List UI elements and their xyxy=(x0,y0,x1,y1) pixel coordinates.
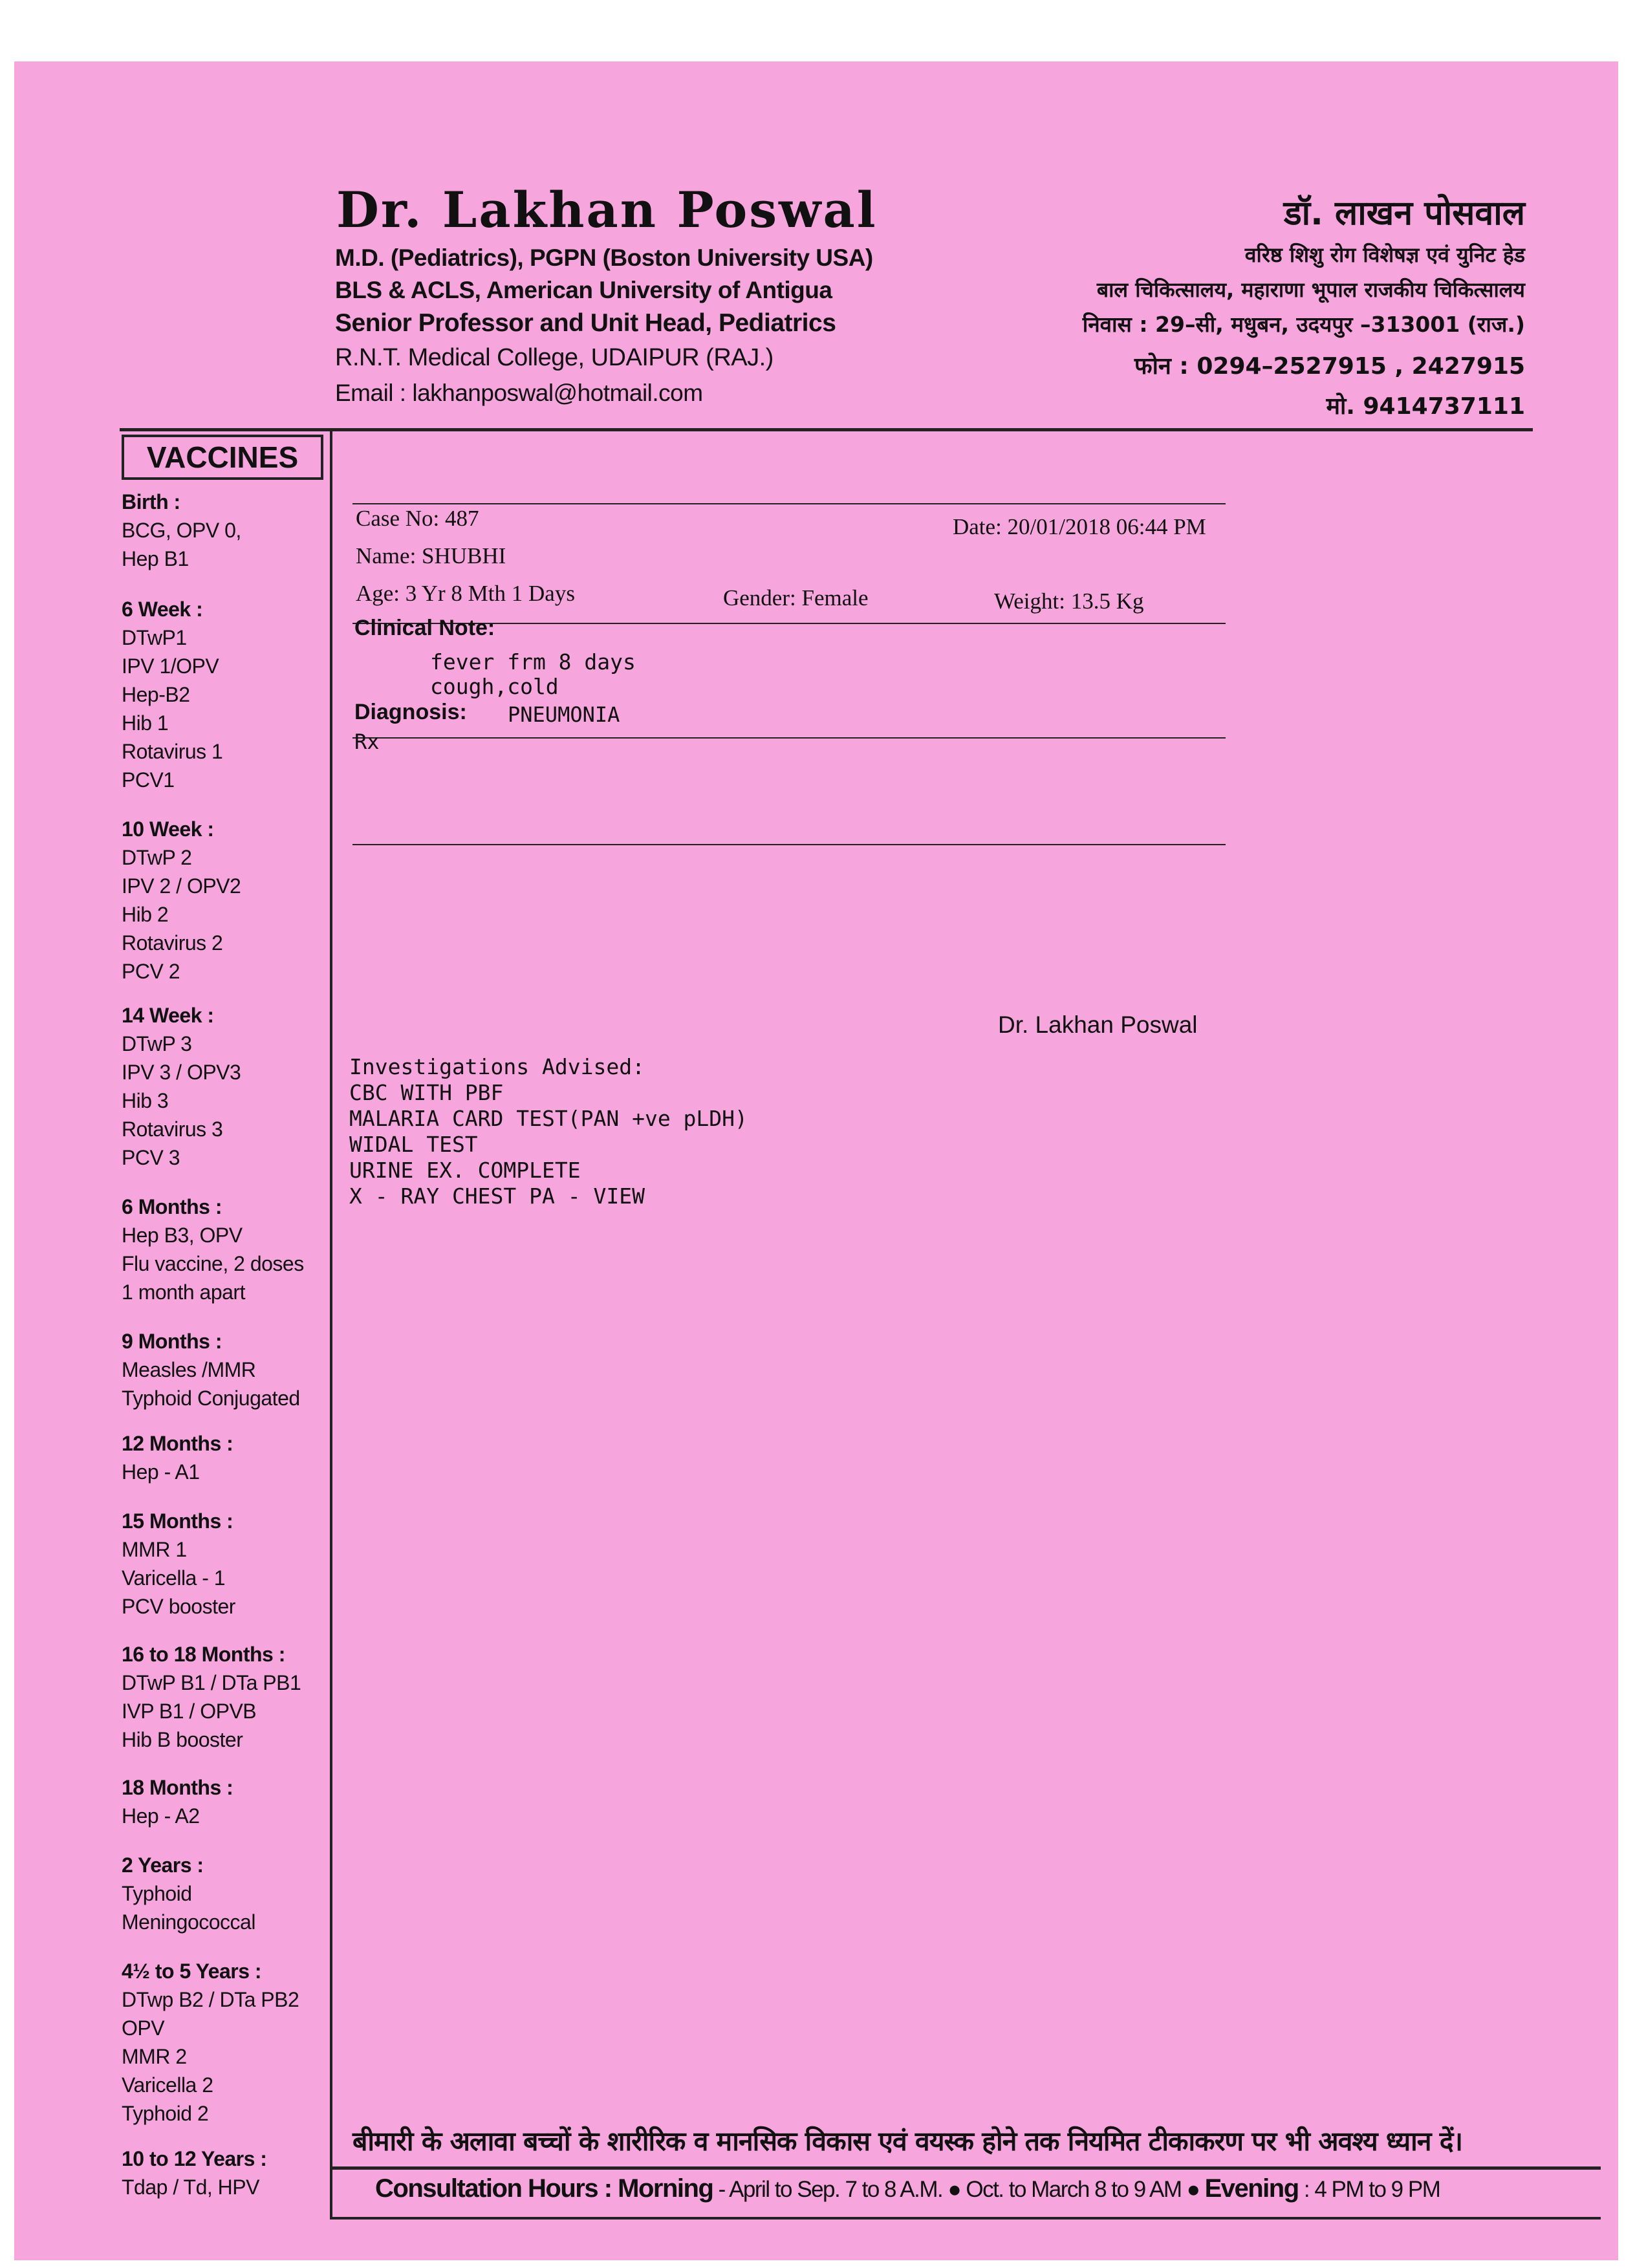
investigations-block xyxy=(349,1054,748,1209)
vaccine-item: DTwP 3 xyxy=(122,1032,192,1055)
vaccine-item: Hib 3 xyxy=(122,1089,169,1112)
vaccine-item: Rotavirus 2 xyxy=(122,931,223,955)
patient-age: Age: 3 Yr 8 Mth 1 Days xyxy=(356,581,575,606)
investigation-item: URINE EX. COMPLETE xyxy=(349,1158,581,1183)
vaccine-group-16-18-months xyxy=(122,1640,329,1754)
morning-hours: - April to Sep. 7 to 8 A.M. ● Oct. to March 8 to 9 AM ● xyxy=(713,2177,1205,2202)
vaccine-heading: 6 Months : xyxy=(122,1195,222,1218)
hindi-phone: फोन : 0294–2527915 , 2427915 xyxy=(1134,353,1525,380)
vaccine-group-15-months xyxy=(122,1507,329,1621)
evening-label: Evening xyxy=(1204,2174,1299,2203)
vaccine-group-6-week xyxy=(122,595,329,794)
vaccines-title: VACCINES xyxy=(122,435,323,480)
case-number: Case No: 487 xyxy=(356,506,479,531)
vaccine-item: Hep-B2 xyxy=(122,683,190,706)
investigation-item: WIDAL TEST xyxy=(349,1132,478,1157)
vaccine-item: Typhoid Conjugated xyxy=(122,1387,300,1410)
vaccine-item: Varicella 2 xyxy=(122,2073,213,2097)
vaccine-item: 1 month apart xyxy=(122,1280,245,1304)
investigation-item: MALARIA CARD TEST(PAN +ve pLDH) xyxy=(349,1106,748,1131)
vaccine-item: Hib B booster xyxy=(122,1728,243,1751)
vaccine-item: IPV 2 / OPV2 xyxy=(122,874,241,898)
vaccine-item: PCV 3 xyxy=(122,1146,180,1169)
hindi-hospital: बाल चिकित्सालय, महाराणा भूपाल राजकीय चिकित्सालय xyxy=(1096,277,1525,302)
email-line: Email : lakhanposwal@hotmail.com xyxy=(335,380,703,406)
vaccine-item: Hep B1 xyxy=(122,547,189,570)
diagnosis-value: PNEUMONIA xyxy=(508,702,620,727)
vaccine-heading: 18 Months : xyxy=(122,1776,233,1799)
hindi-mobile: मो. 9414737111 xyxy=(1326,393,1525,420)
vaccine-heading: 10 to 12 Years : xyxy=(122,2147,267,2170)
vaccine-group-10-12-years xyxy=(122,2144,329,2201)
evening-hours: : 4 PM to 9 PM xyxy=(1298,2177,1440,2202)
vaccine-item: Flu vaccine, 2 doses xyxy=(122,1252,304,1275)
vaccine-item: BCG, OPV 0, xyxy=(122,519,241,542)
doctor-name: Dr. Lakhan Poswal xyxy=(336,181,878,239)
vaccine-item: Hib 2 xyxy=(122,903,169,926)
hindi-address: निवास : 29–सी, मधुबन, उदयपुर –313001 (राज.) xyxy=(1082,312,1525,337)
clinical-note-label: Clinical Note: xyxy=(354,616,495,640)
consultation-label: Consultation Hours : xyxy=(375,2174,612,2203)
vaccine-heading: 6 Week : xyxy=(122,598,203,621)
vaccine-group-18-months xyxy=(122,1773,329,1830)
vaccine-item: PCV 2 xyxy=(122,960,180,983)
vaccine-group-10-week xyxy=(122,815,329,986)
vaccine-item: Hib 1 xyxy=(122,711,169,735)
patient-weight: Weight: 13.5 Kg xyxy=(994,589,1144,614)
doctor-name-hindi: डॉ. लाखन पोसवाल xyxy=(1283,194,1525,233)
diagnosis-rule xyxy=(352,737,1226,739)
vaccine-item: Meningococcal xyxy=(122,1910,255,1934)
vaccine-item: OPV xyxy=(122,2016,165,2040)
investigation-item: X - RAY CHEST PA - VIEW xyxy=(349,1183,645,1209)
vaccine-item: Varicella - 1 xyxy=(122,1566,226,1590)
vaccine-heading: 16 to 18 Months : xyxy=(122,1643,285,1666)
vaccine-heading: 9 Months : xyxy=(122,1330,222,1353)
vaccine-heading: 14 Week : xyxy=(122,1004,214,1027)
vaccine-item: MMR 1 xyxy=(122,1538,187,1561)
vaccine-item: DTwP1 xyxy=(122,626,187,649)
vaccine-item: Typhoid 2 xyxy=(122,2102,209,2125)
vaccine-heading: 15 Months : xyxy=(122,1509,233,1533)
vaccine-group-12-months xyxy=(122,1429,329,1486)
vaccine-item: Hep - A2 xyxy=(122,1804,200,1828)
certification-line: BLS & ACLS, American University of Antigua xyxy=(335,277,832,303)
clinical-note-1: fever frm 8 days xyxy=(430,649,636,675)
consultation-hours xyxy=(375,2174,1440,2203)
footer-bottom-rule xyxy=(330,2217,1601,2219)
vaccine-heading: Birth : xyxy=(122,490,180,513)
footer-rule xyxy=(330,2166,1601,2170)
clinical-note-2: cough,cold xyxy=(430,674,559,699)
college-line: R.N.T. Medical College, UDAIPUR (RAJ.) xyxy=(335,344,774,371)
vaccine-heading: 10 Week : xyxy=(122,817,214,841)
vaccine-group-9-months xyxy=(122,1327,329,1412)
designation-line: Senior Professor and Unit Head, Pediatrics xyxy=(335,309,836,337)
vaccine-item: IPV 1/OPV xyxy=(122,654,219,678)
vaccine-group-4-5-years xyxy=(122,1957,329,2128)
vaccine-heading: 12 Months : xyxy=(122,1432,233,1455)
patient-name: Name: SHUBHI xyxy=(356,543,506,568)
vaccine-group-14-week xyxy=(122,1001,329,1172)
rx-rule xyxy=(352,844,1226,845)
vaccine-item: IPV 3 / OPV3 xyxy=(122,1061,241,1084)
vaccine-item: DTwp B2 / DTa PB2 xyxy=(122,1988,299,2011)
vaccine-item: Typhoid xyxy=(122,1882,192,1905)
morning-label: Morning xyxy=(618,2174,713,2203)
vaccine-heading: 2 Years : xyxy=(122,1853,204,1877)
investigations-label: Investigations Advised: xyxy=(349,1054,645,1079)
vaccine-heading: 4½ to 5 Years : xyxy=(122,1960,262,1983)
vaccine-group-6-months xyxy=(122,1193,329,1306)
hindi-vaccination-note: बीमारी के अलावा बच्चों के शारीरिक व मानसिक विकास एवं वयस्क होने तक नियमित टीकाकरण पर भी अवश्य ध्यान दें। xyxy=(352,2126,1463,2157)
sidebar-divider xyxy=(330,428,332,2219)
vaccine-item: PCV booster xyxy=(122,1595,235,1618)
vaccine-item: DTwP 2 xyxy=(122,846,192,869)
vaccine-item: Tdap / Td, HPV xyxy=(122,2176,259,2199)
case-date: Date: 20/01/2018 06:44 PM xyxy=(953,514,1206,539)
signature-name: Dr. Lakhan Poswal xyxy=(998,1011,1198,1038)
qualification-line: M.D. (Pediatrics), PGPN (Boston University USA) xyxy=(335,244,873,271)
vaccine-item: Measles /MMR xyxy=(122,1358,256,1381)
patient-gender: Gender: Female xyxy=(723,585,869,610)
vaccine-item: Hep - A1 xyxy=(122,1460,200,1484)
vaccine-item: IVP B1 / OPVB xyxy=(122,1700,257,1723)
vaccine-group-birth xyxy=(122,488,329,573)
case-top-rule xyxy=(352,503,1226,504)
vaccine-item: Hep B3, OPV xyxy=(122,1224,243,1247)
rx-label: Rx xyxy=(354,729,380,754)
vaccine-item: Rotavirus 3 xyxy=(122,1118,223,1141)
vaccine-item: MMR 2 xyxy=(122,2045,187,2068)
vaccine-item: DTwP B1 / DTa PB1 xyxy=(122,1671,301,1694)
vaccine-item: PCV1 xyxy=(122,768,175,792)
vaccine-group-2-years xyxy=(122,1851,329,1936)
vaccine-item: Rotavirus 1 xyxy=(122,740,223,763)
investigation-item: CBC WITH PBF xyxy=(349,1080,504,1105)
diagnosis-label: Diagnosis: xyxy=(354,700,467,724)
hindi-designation: वरिष्ठ शिशु रोग विशेषज्ञ एवं युनिट हेड xyxy=(1244,243,1525,267)
